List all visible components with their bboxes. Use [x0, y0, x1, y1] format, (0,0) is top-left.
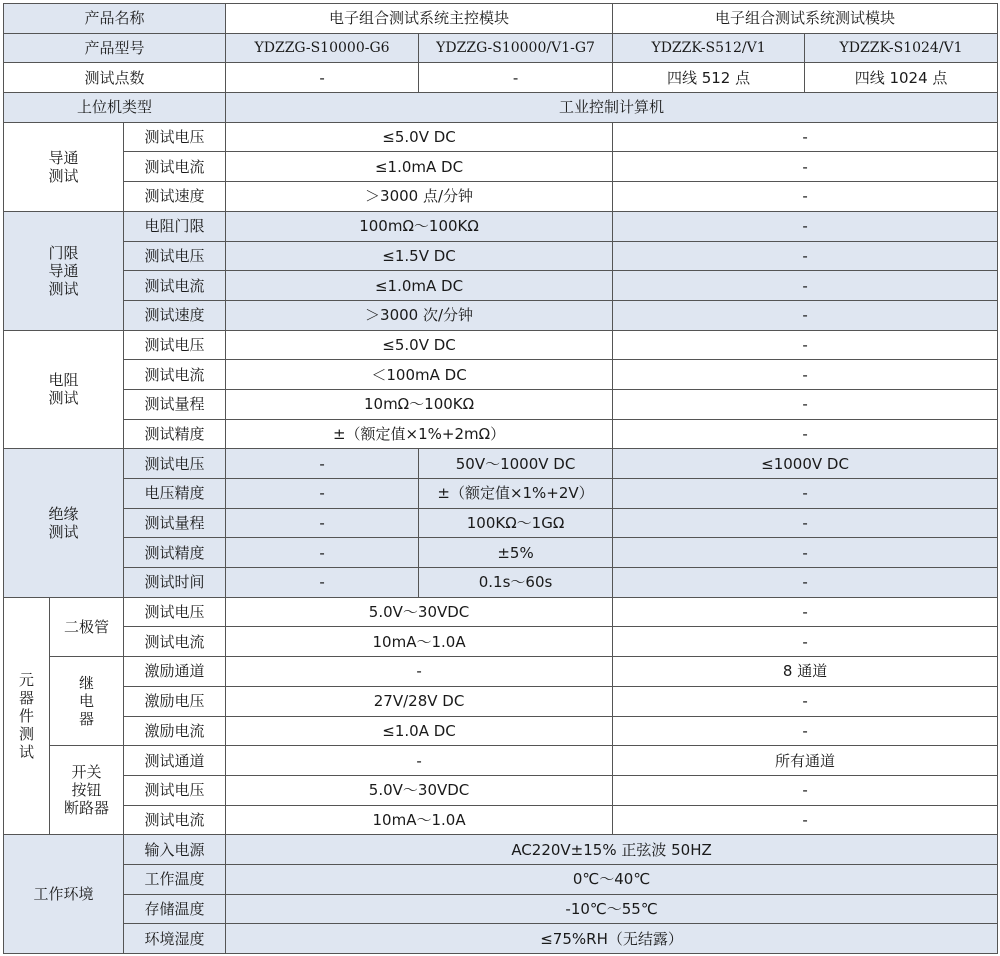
- test-value: 8 通道: [613, 657, 998, 687]
- row-label: 测试量程: [124, 508, 226, 538]
- row-label: 测试电压: [124, 241, 226, 271]
- row-label: 测试通道: [124, 746, 226, 776]
- table-row: [4, 508, 998, 538]
- points-g6: -: [226, 63, 419, 93]
- g7-value: ±（额定值×1%+2V）: [419, 479, 613, 509]
- g7-value: ±5%: [419, 538, 613, 568]
- test-value: -: [613, 271, 998, 301]
- env-value: 0℃～40℃: [226, 864, 998, 894]
- row-label: 工作温度: [124, 864, 226, 894]
- row-label: 测试电压: [124, 775, 226, 805]
- main-value: 10mΩ～100KΩ: [226, 389, 613, 419]
- main-value: 100mΩ～100KΩ: [226, 211, 613, 241]
- test-value: -: [613, 716, 998, 746]
- group-threshold: 门限 导通 测试: [4, 211, 124, 330]
- row-label: 存储温度: [124, 894, 226, 924]
- row-label: 测试电压: [124, 597, 226, 627]
- main-value: -: [226, 657, 613, 687]
- row-label: 测试精度: [124, 538, 226, 568]
- main-value: ≤1.0mA DC: [226, 152, 613, 182]
- row-label: 测试电压: [124, 449, 226, 479]
- test-value: -: [613, 330, 998, 360]
- main-value: 10mA～1.0A: [226, 805, 613, 835]
- main-value: 27V/28V DC: [226, 686, 613, 716]
- test-value: -: [613, 627, 998, 657]
- test-value: -: [613, 389, 998, 419]
- table-row: [4, 627, 998, 657]
- row-test-points: [4, 63, 998, 93]
- test-value: -: [613, 241, 998, 271]
- main-value: ＜100mA DC: [226, 360, 613, 390]
- g7-value: 100KΩ～1GΩ: [419, 508, 613, 538]
- table-row: [4, 271, 998, 301]
- g6-value: -: [226, 479, 419, 509]
- test-value: -: [613, 182, 998, 212]
- test-value: -: [613, 122, 998, 152]
- row-label: 激励电压: [124, 686, 226, 716]
- test-value: ≤1000V DC: [613, 449, 998, 479]
- table-row: [4, 805, 998, 835]
- main-module-name: 电子组合测试系统主控模块: [226, 4, 613, 34]
- env-value: ≤75%RH（无结露）: [226, 924, 998, 954]
- label-host-type: 上位机类型: [4, 93, 226, 123]
- test-value: -: [613, 419, 998, 449]
- test-value: -: [613, 211, 998, 241]
- table-row: [4, 152, 998, 182]
- test-value: -: [613, 597, 998, 627]
- test-value: -: [613, 805, 998, 835]
- row-label: 激励电流: [124, 716, 226, 746]
- table-row: [4, 122, 998, 152]
- model-g6: YDZZG-S10000-G6: [226, 33, 419, 63]
- row-label: 测试速度: [124, 300, 226, 330]
- main-value: ±（额定值×1%+2mΩ）: [226, 419, 613, 449]
- g6-value: -: [226, 568, 419, 598]
- table-row: [4, 864, 998, 894]
- main-value: ≤1.5V DC: [226, 241, 613, 271]
- row-label: 电阻门限: [124, 211, 226, 241]
- group-resistance: 电阻 测试: [4, 330, 124, 449]
- table-row: [4, 775, 998, 805]
- test-value: -: [613, 686, 998, 716]
- subgroup-switch: 开关 按钮 断路器: [50, 746, 124, 835]
- row-label: 测试电流: [124, 152, 226, 182]
- test-value: -: [613, 508, 998, 538]
- table-row: [4, 568, 998, 598]
- row-label: 测试电压: [124, 330, 226, 360]
- row-label: 激励通道: [124, 657, 226, 687]
- table-row: [4, 300, 998, 330]
- row-label: 环境湿度: [124, 924, 226, 954]
- main-value: ≤1.0A DC: [226, 716, 613, 746]
- label-product-model: 产品型号: [4, 33, 226, 63]
- test-module-name: 电子组合测试系统测试模块: [613, 4, 998, 34]
- test-value: -: [613, 152, 998, 182]
- group-insulation: 绝缘 测试: [4, 449, 124, 597]
- group-components: 元 器 件 测 试: [4, 597, 50, 835]
- table-row: [4, 241, 998, 271]
- table-row: [4, 479, 998, 509]
- row-host-type: [4, 93, 998, 123]
- test-value: -: [613, 568, 998, 598]
- row-label: 测试电流: [124, 627, 226, 657]
- table-row: [4, 657, 998, 687]
- model-s1024: YDZZK-S1024/V1: [805, 33, 998, 63]
- env-value: AC220V±15% 正弦波 50HZ: [226, 835, 998, 865]
- main-value: -: [226, 746, 613, 776]
- table-row: [4, 746, 998, 776]
- table-row: [4, 538, 998, 568]
- test-value: -: [613, 300, 998, 330]
- table-row: [4, 419, 998, 449]
- points-g7: -: [419, 63, 613, 93]
- test-value: -: [613, 479, 998, 509]
- g6-value: -: [226, 449, 419, 479]
- row-label: 输入电源: [124, 835, 226, 865]
- row-label: 测试电流: [124, 271, 226, 301]
- g7-value: 0.1s～60s: [419, 568, 613, 598]
- row-label: 测试精度: [124, 419, 226, 449]
- table-row: [4, 211, 998, 241]
- table-row: [4, 360, 998, 390]
- table-row: [4, 924, 998, 954]
- row-label: 测试电流: [124, 805, 226, 835]
- model-s512: YDZZK-S512/V1: [613, 33, 805, 63]
- label-test-points: 测试点数: [4, 63, 226, 93]
- model-g7: YDZZG-S10000/V1-G7: [419, 33, 613, 63]
- test-value: -: [613, 538, 998, 568]
- env-value: -10℃～55℃: [226, 894, 998, 924]
- table-row: [4, 389, 998, 419]
- table-row: [4, 330, 998, 360]
- row-product-name: [4, 4, 998, 34]
- test-value: 所有通道: [613, 746, 998, 776]
- table-row: [4, 182, 998, 212]
- g6-value: -: [226, 508, 419, 538]
- spec-table: [3, 3, 998, 954]
- group-environment: 工作环境: [4, 835, 124, 954]
- host-type-value: 工业控制计算机: [226, 93, 998, 123]
- row-label: 测试电压: [124, 122, 226, 152]
- points-s512: 四线 512 点: [613, 63, 805, 93]
- row-label: 测试电流: [124, 360, 226, 390]
- subgroup-relay: 继 电 器: [50, 657, 124, 746]
- table-row: [4, 686, 998, 716]
- g6-value: -: [226, 538, 419, 568]
- row-product-model: [4, 33, 998, 63]
- table-row: [4, 835, 998, 865]
- group-continuity: 导通 测试: [4, 122, 124, 211]
- row-label: 电压精度: [124, 479, 226, 509]
- main-value: ＞3000 点/分钟: [226, 182, 613, 212]
- row-label: 测试速度: [124, 182, 226, 212]
- table-row: [4, 597, 998, 627]
- main-value: ≤5.0V DC: [226, 122, 613, 152]
- table-row: [4, 449, 998, 479]
- main-value: 5.0V～30VDC: [226, 775, 613, 805]
- table-row: [4, 716, 998, 746]
- label-product-name: 产品名称: [4, 4, 226, 34]
- main-value: ≤1.0mA DC: [226, 271, 613, 301]
- main-value: ＞3000 次/分钟: [226, 300, 613, 330]
- points-s1024: 四线 1024 点: [805, 63, 998, 93]
- row-label: 测试量程: [124, 389, 226, 419]
- main-value: 10mA～1.0A: [226, 627, 613, 657]
- main-value: ≤5.0V DC: [226, 330, 613, 360]
- g7-value: 50V～1000V DC: [419, 449, 613, 479]
- subgroup-diode: 二极管: [50, 597, 124, 656]
- test-value: -: [613, 775, 998, 805]
- main-value: 5.0V～30VDC: [226, 597, 613, 627]
- table-row: [4, 894, 998, 924]
- row-label: 测试时间: [124, 568, 226, 598]
- test-value: -: [613, 360, 998, 390]
